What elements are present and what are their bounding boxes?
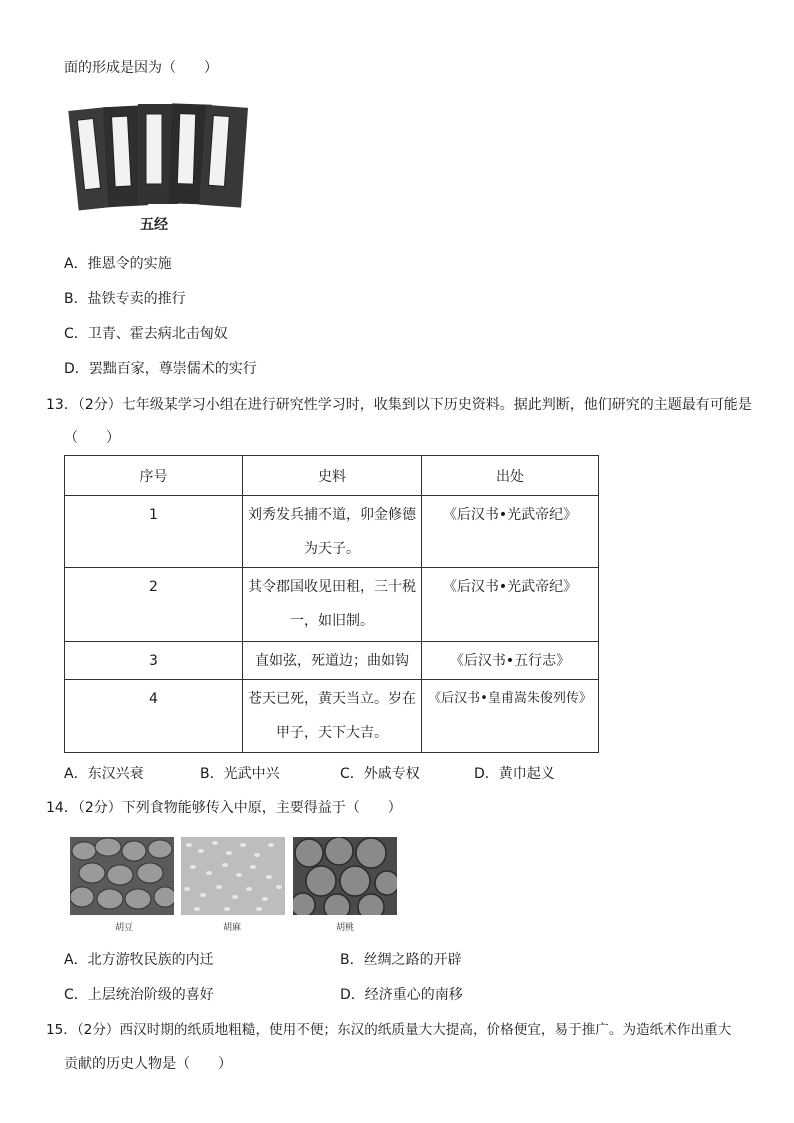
header-text: 史料 bbox=[243, 456, 422, 496]
row-source: 《后汉书•光武帝纪》 bbox=[442, 507, 578, 523]
row-source: 《后汉书•光武帝纪》 bbox=[442, 579, 578, 595]
q13-option-d[interactable]: D．黄巾起义 bbox=[474, 766, 555, 782]
table-row bbox=[65, 568, 599, 642]
q13-option-c[interactable]: C．外戚专权 bbox=[340, 766, 420, 782]
q15-stem: 15．（2分）西汉时期的纸质地粗糙，使用不便；东汉的纸质量大大提高，价格便宜，易于推广。为造纸术作出重大 bbox=[46, 1022, 732, 1038]
wujing-figure bbox=[64, 94, 254, 234]
broad-bean-caption: 胡豆 bbox=[115, 923, 134, 933]
q12-option-c[interactable]: C．卫青、霍去病北击匈奴 bbox=[64, 326, 228, 342]
row-source: 《后汉书•皇甫嵩朱俊列传》 bbox=[428, 691, 592, 706]
q15-stem-cont: 贡献的历史人物是（ ） bbox=[64, 1056, 232, 1072]
row-no: 2 bbox=[149, 579, 158, 595]
row-source: 《后汉书•五行志》 bbox=[449, 653, 571, 669]
header-source: 出处 bbox=[422, 456, 599, 496]
row-no: 3 bbox=[149, 653, 158, 669]
row-text-line: 甲子，天下大吉。 bbox=[276, 725, 388, 741]
sesame-caption: 胡麻 bbox=[223, 923, 242, 933]
source-table bbox=[64, 455, 599, 753]
q14-option-b[interactable]: B．丝绸之路的开辟 bbox=[340, 952, 462, 968]
table-row bbox=[65, 680, 599, 753]
q13-option-b[interactable]: B．光武中兴 bbox=[200, 766, 280, 782]
q13-stem: 13．（2分）七年级某学习小组在进行研究性学习时，收集到以下历史资料。据此判断，他们研究的主题最有可能是 bbox=[46, 397, 752, 413]
q12-option-b[interactable]: B．盐铁专卖的推行 bbox=[64, 291, 186, 307]
table-row bbox=[65, 496, 599, 568]
row-text-line: 苍天已死，黄天当立。岁在 bbox=[248, 691, 416, 707]
row-no: 4 bbox=[149, 691, 158, 707]
q13-stem-cont: （ ） bbox=[64, 430, 120, 446]
five-classics-books-illustration bbox=[64, 94, 254, 234]
q14-option-a[interactable]: A．北方游牧民族的内迁 bbox=[64, 952, 214, 968]
q12-stem-tail: 面的形成是因为（ ） bbox=[64, 60, 218, 76]
walnut-caption: 胡桃 bbox=[336, 923, 355, 933]
table-header-row bbox=[65, 456, 599, 496]
row-no: 1 bbox=[149, 507, 158, 523]
q12-option-d[interactable]: D．罢黜百家，尊崇儒术的实行 bbox=[64, 361, 257, 377]
broad-bean-photo bbox=[70, 837, 174, 915]
broad-bean-image bbox=[70, 837, 174, 915]
q14-option-d[interactable]: D．经济重心的南移 bbox=[340, 987, 463, 1003]
q12-option-a[interactable]: A．推恩令的实施 bbox=[64, 256, 172, 272]
q14-stem: 14．（2分）下列食物能够传入中原，主要得益于（ ） bbox=[46, 800, 402, 816]
sesame-image bbox=[181, 837, 285, 915]
header-no: 序号 bbox=[65, 456, 243, 496]
row-text-line: 一，如旧制。 bbox=[290, 613, 374, 629]
q14-option-c[interactable]: C．上层统治阶级的喜好 bbox=[64, 987, 214, 1003]
q13-option-a[interactable]: A．东汉兴衰 bbox=[64, 766, 144, 782]
row-text-line: 刘秀发兵捕不道，卯金修德 bbox=[248, 507, 416, 523]
row-text-line: 其令郡国收见田租，三十税 bbox=[248, 579, 416, 595]
table-row bbox=[65, 642, 599, 680]
figure-caption: 五经 bbox=[140, 217, 168, 233]
row-text-line: 为天子。 bbox=[304, 541, 360, 557]
walnut-photo bbox=[293, 837, 397, 915]
row-text-line: 直如弦，死道边；曲如钩 bbox=[255, 653, 409, 669]
walnut-image bbox=[293, 837, 397, 915]
sesame-photo bbox=[181, 837, 285, 915]
